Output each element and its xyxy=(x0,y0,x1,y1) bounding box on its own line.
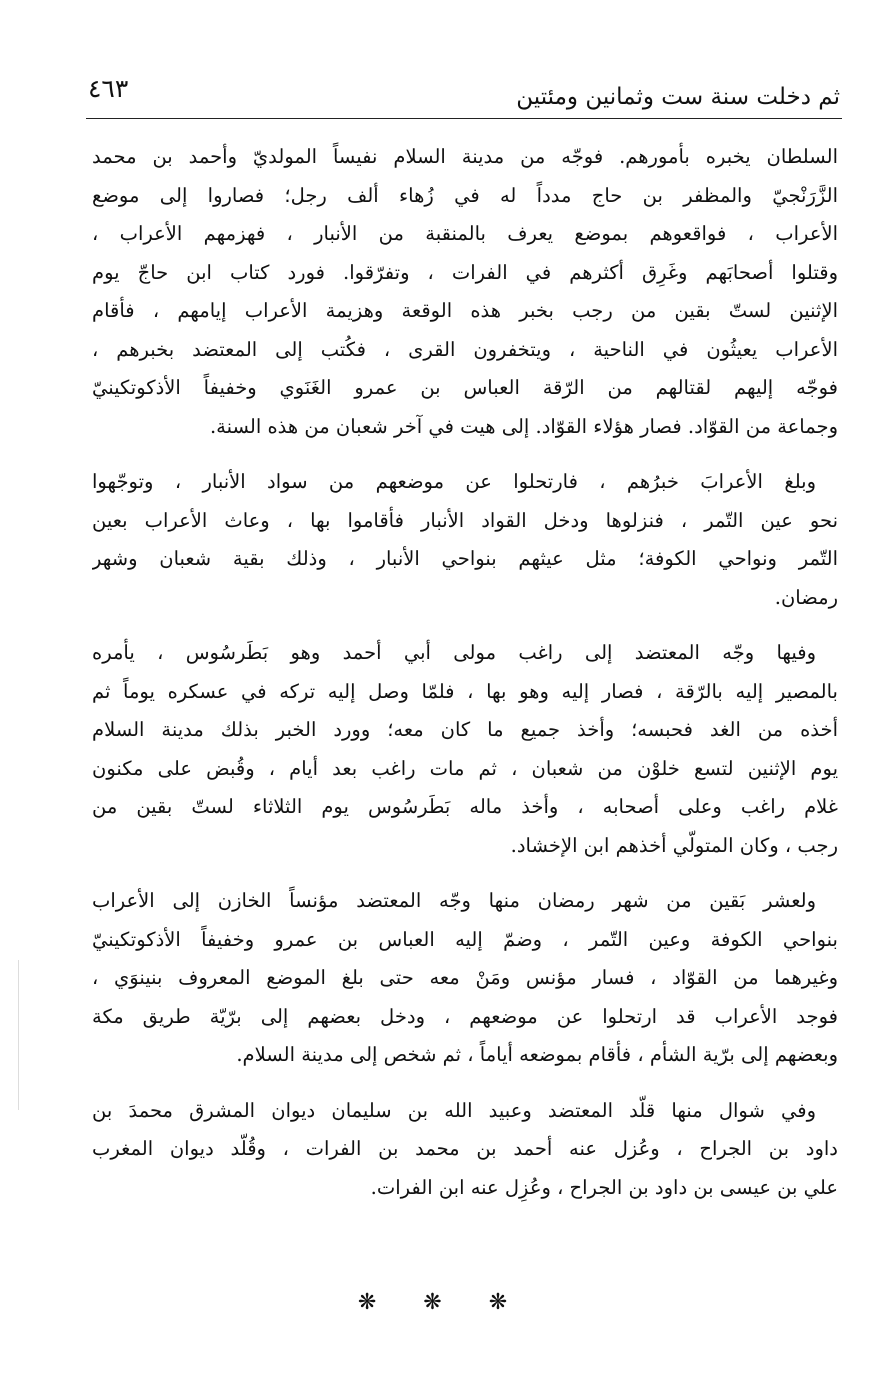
text-line: التّمر ونواحي الكوفة؛ مثل عيثهم بنواحي الأنبار ، وذلك بقية شعبان وشهر xyxy=(92,547,838,570)
text-line: وغيرهما من القوّاد ، فسار مؤنس ومَنْ معه حتى بلغ الموضع المعروف بنينوَي ، xyxy=(92,966,838,989)
body-text xyxy=(92,138,838,1207)
page-number: ٤٦٣ xyxy=(88,74,129,103)
text-line: وقتلوا أصحابَهم وغَرِق أكثرهم في الفرات ، وتفرّقوا. فورد كتاب ابن حاجّ يوم xyxy=(92,260,838,284)
scan-margin-line xyxy=(18,960,19,1110)
paragraph-1 xyxy=(92,138,838,446)
running-title: ثم دخلت سنة ست وثمانين ومئتين xyxy=(516,84,840,110)
text-line: نحو عين التّمر ، فنزلوها ودخل القواد الأنبار فأقاموا بها ، وعاث الأعراب بعين xyxy=(92,508,838,532)
text-line: غلام راغب وعلى أصحابه ، وأخذ ماله بَطَرسُوس يوم الثلاثاء لستّ بقين من xyxy=(92,795,838,818)
text-line: وفي شوال منها قلّد المعتضد وعبيد الله بن سليمان ديوان المشرق محمدَ بن xyxy=(92,1098,816,1122)
text-line: الأعراب ، فواقعوهم بموضع يعرف بالمنقبة من الأنبار ، فهزمهم الأعراب ، xyxy=(92,222,838,245)
paragraph-3 xyxy=(92,634,838,865)
text-line: رمضان. xyxy=(774,585,838,609)
paragraph-4 xyxy=(92,882,838,1075)
text-line: وفيها وجّه المعتضد إلى راغب مولى أبي أحمد وهو بَطَرسُوس ، يأمره xyxy=(92,641,816,664)
text-line: بنواحي الكوفة وعين التّمر ، وضمّ إليه العباس بن عمرو وخفيفاً الأذكوتكينيّ xyxy=(92,927,838,951)
text-line: الأعراب يعيثُون في الناحية ، ويتخفرون القرى ، فكُتب إلى المعتضد بخبرهم ، xyxy=(92,337,838,361)
text-line: الإثنين لستّ بقين من رجب بخبر هذه الوقعة وهزيمة الأعراب إيامهم ، فأقام xyxy=(92,299,838,322)
text-line: علي بن عيسى بن داود بن الجراح ، وعُزِل عنه ابن الفرات. xyxy=(370,1175,838,1199)
text-line: فوجّه إليهم لقتالهم من الرّقة العباس بن عمرو الغَنَوي وخفيفاً الأذكوتكينيّ xyxy=(92,376,838,399)
running-header xyxy=(88,72,840,118)
text-line: وبلغ الأعرابَ خبرُهم ، فارتحلوا عن موضعهم من سواد الأنبار ، وتوجّهوا xyxy=(92,470,816,493)
header-rule xyxy=(86,118,842,119)
section-end-ornament: ❋ ❋ ❋ xyxy=(357,1290,528,1315)
text-line: الزَّرَنْجيّ والمظفر بن حاج مدداً له في زُهاء ألف رجل؛ فصاروا إلى موضع xyxy=(92,183,838,207)
text-line: ولعشر بَقين من شهر رمضان منها وجّه المعتضد مؤنساً الخازن إلى الأعراب xyxy=(92,889,816,912)
text-line: السلطان يخبره بأمورهم. فوجّه من مدينة السلام نفيساً المولديّ وأحمد بن محمد xyxy=(92,145,838,168)
text-line: فوجد الأعراب قد ارتحلوا عن موضعهم ، ودخل بعضهم إلى برّيّة طريق مكة xyxy=(92,1004,838,1028)
text-line: وجماعة من القوّاد. فصار هؤلاء القوّاد. إلى هيت في آخر شعبان من هذه السنة. xyxy=(209,414,838,438)
text-line: أخذه من الغد فحبسه؛ وأخذ جميع ما كان معه؛ وورد الخبر بذلك مدينة السلام xyxy=(92,718,838,741)
paragraph-2 xyxy=(92,463,838,617)
text-line: بالمصير إليه بالرّقة ، فصار إليه وهو بها ، فلمّا وصل إليه تركه في عسكره يوماً ثم xyxy=(92,679,838,703)
text-line: رجب ، وكان المتولّي أخذهم ابن الإخشاد. xyxy=(510,833,838,857)
text-line: يوم الإثنين لتسع خلوْن من شعبان ، ثم مات راغب بعد أيام ، وقُبض على مكنون xyxy=(92,756,838,780)
text-line: داود بن الجراح ، وعُزل عنه أحمد بن محمد بن الفرات ، وقُلّد ديوان المغرب xyxy=(92,1137,838,1160)
paragraph-5 xyxy=(92,1092,838,1208)
text-line: وبعضهم إلى برّية الشأم ، فأقام بموضعه أياماً ، ثم شخص إلى مدينة السلام. xyxy=(236,1043,838,1066)
